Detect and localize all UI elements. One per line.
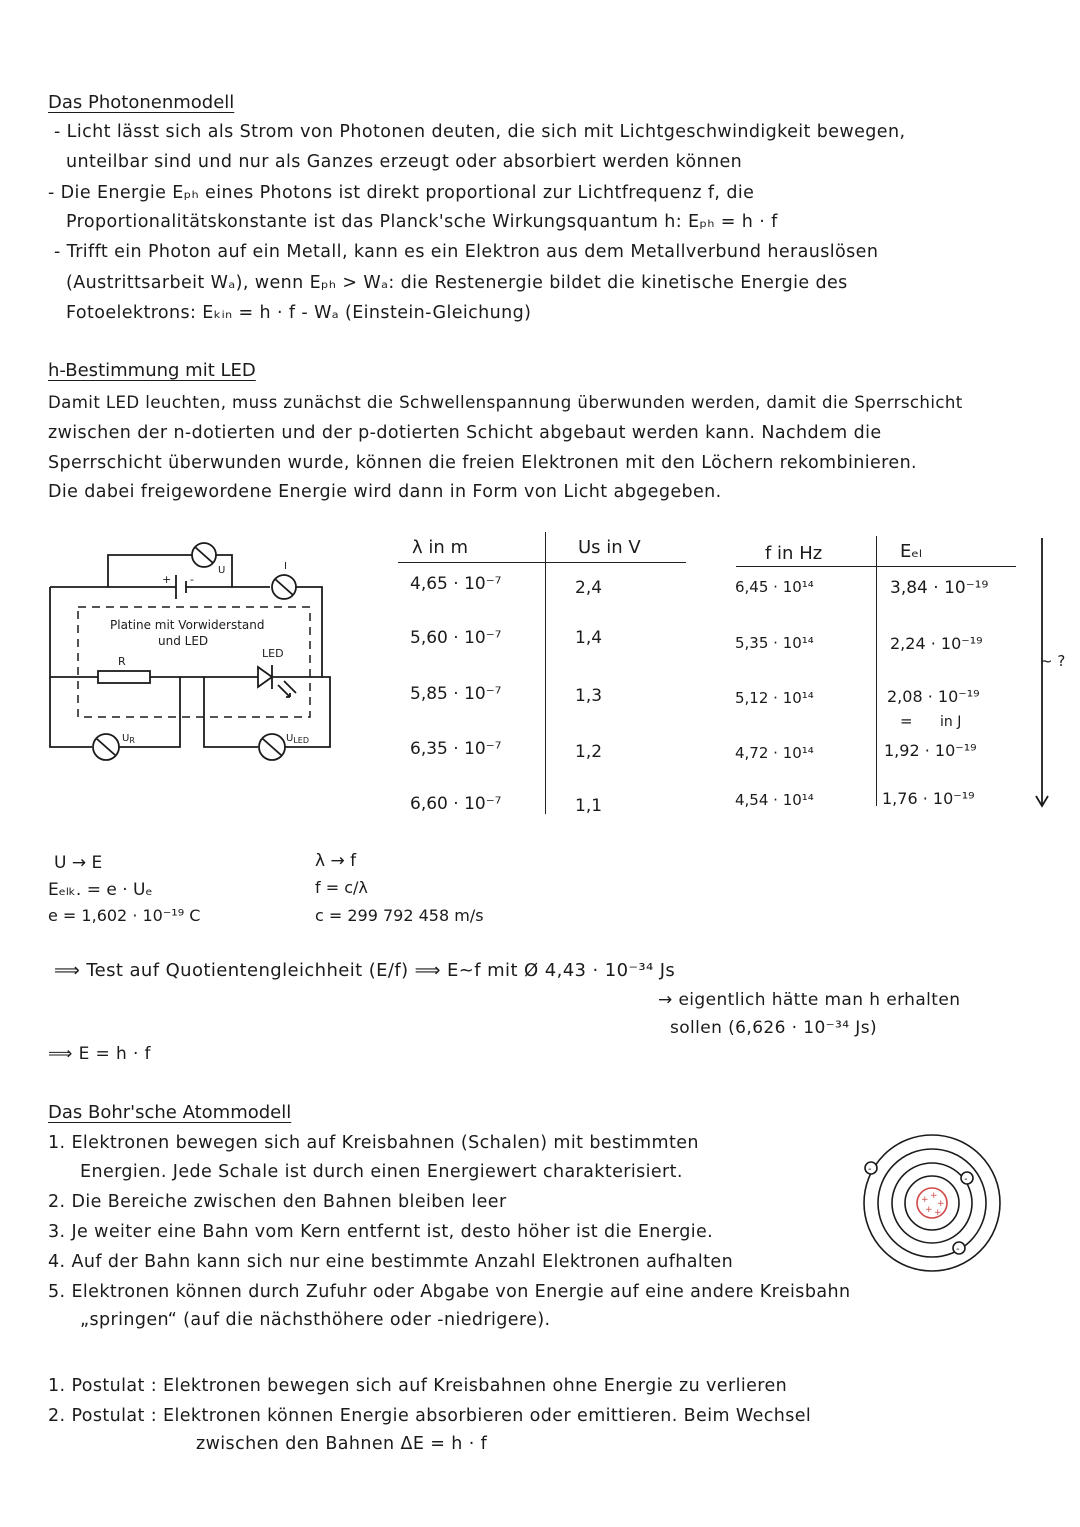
bohr-item-5: 5. Elektronen können durch Zufuhr oder Abgabe von Energie auf eine andere Kreisbahn bbox=[48, 1282, 851, 1302]
bohr-atom-diagram bbox=[857, 1128, 1007, 1278]
photon-line-2: unteilbar sind und nur als Ganzes erzeugt oder absorbiert werden können bbox=[66, 152, 743, 172]
photon-line-5: - Trifft ein Photon auf ein Metall, kann es ein Elektron aus dem Metallverbund herauslösen bbox=[54, 242, 879, 262]
table2-header-e: Eₑₗ bbox=[900, 541, 922, 562]
led-heading: h-Bestimmung mit LED bbox=[48, 360, 256, 381]
electron-icon bbox=[865, 1162, 877, 1175]
uled-label: $U_{LED}$ bbox=[286, 733, 309, 745]
led-line-3: Sperrschicht überwunden wurde, können die freien Elektronen mit den Löchern rekombinieren. bbox=[48, 453, 918, 473]
table1-header-lambda: λ in m bbox=[412, 537, 469, 558]
table-row: 3,84 · 10⁻¹⁹ bbox=[890, 578, 989, 598]
postulate-2-cont: zwischen den Bahnen ΔE = h · f bbox=[196, 1434, 488, 1454]
result-note-2: sollen (6,626 · 10⁻³⁴ Js) bbox=[670, 1018, 877, 1038]
table-row: 5,85 · 10⁻⁷ bbox=[410, 684, 502, 704]
table-row: 1,1 bbox=[575, 796, 603, 816]
svg-text:+: + bbox=[930, 1191, 938, 1201]
platine-label-2: und LED bbox=[158, 634, 209, 648]
photon-line-6: (Austrittsarbeit Wₐ), wenn Eₚₕ > Wₐ: die Restenergie bildet die kinetische Energie des bbox=[66, 273, 848, 293]
table-row: 5,60 · 10⁻⁷ bbox=[410, 628, 502, 648]
table-row: 2,08 · 10⁻¹⁹ bbox=[887, 687, 980, 706]
table-row: 1,3 bbox=[575, 686, 603, 706]
led-line-4: Die dabei freigewordene Energie wird dann in Form von Licht abgegeben. bbox=[48, 482, 722, 502]
unit-note: in J bbox=[940, 714, 962, 730]
table-row: 1,4 bbox=[575, 628, 603, 648]
result-test-line: ⟹ Test auf Quotientengleichheit (E/f) ⟹ E~f mit Ø 4,43 · 10⁻³⁴ Js bbox=[54, 960, 676, 981]
bohr-item-1-cont: Energien. Jede Schale ist durch einen Energiewert charakterisiert. bbox=[80, 1162, 683, 1182]
table-row: 6,60 · 10⁻⁷ bbox=[410, 794, 502, 814]
unit-equals: = bbox=[900, 712, 913, 730]
postulate-1: 1. Postulat : Elektronen bewegen sich auf Kreisbahnen ohne Energie zu verlieren bbox=[48, 1376, 788, 1396]
svg-text:+: + bbox=[925, 1205, 933, 1215]
table-row: 5,12 · 10¹⁴ bbox=[735, 689, 814, 707]
svg-text:+: + bbox=[934, 1208, 942, 1218]
table-row: 1,92 · 10⁻¹⁹ bbox=[884, 741, 977, 760]
led-line-2: zwischen der n-dotierten und der p-dotierten Schicht abgebaut werden kann. Nachdem die bbox=[48, 423, 882, 443]
svg-text:+: + bbox=[921, 1195, 929, 1205]
formula-e-el: Eₑₗₖ. = e · Uₑ bbox=[48, 880, 153, 900]
photon-line-4: Proportionalitätskonstante ist das Planck'sche Wirkungsquantum h: Eₚₕ = h · f bbox=[66, 212, 778, 232]
voltmeter-label: U bbox=[218, 565, 226, 576]
photon-line-1: - Licht lässt sich als Strom von Photonen deuten, die sich mit Lichtgeschwindigkeit bewegen, bbox=[54, 122, 906, 142]
led-label: LED bbox=[262, 647, 284, 660]
bohr-heading: Das Bohr'sche Atommodell bbox=[48, 1102, 292, 1123]
side-note: ~ ? bbox=[1040, 652, 1066, 670]
svg-text:-: - bbox=[956, 1244, 960, 1255]
ammeter-label: I bbox=[284, 561, 287, 572]
table-row: 5,35 · 10¹⁴ bbox=[735, 634, 814, 652]
led-line-1: Damit LED leuchten, muss zunächst die Schwellenspannung überwunden werden, damit die Sperrschicht bbox=[48, 393, 963, 412]
table-row: 6,45 · 10¹⁴ bbox=[735, 578, 814, 596]
bohr-item-1: 1. Elektronen bewegen sich auf Kreisbahnen (Schalen) mit bestimmten bbox=[48, 1133, 699, 1153]
svg-text:-: - bbox=[868, 1164, 872, 1175]
photon-heading: Das Photonenmodell bbox=[48, 92, 235, 113]
formula-f: f = c/λ bbox=[315, 878, 368, 897]
result-note-1: → eigentlich hätte man h erhalten bbox=[658, 990, 961, 1010]
table-row: 4,72 · 10¹⁴ bbox=[735, 744, 814, 762]
photon-line-3: - Die Energie Eₚₕ eines Photons ist direkt proportional zur Lichtfrequenz f, die bbox=[48, 183, 755, 203]
result-conclusion: ⟹ E = h · f bbox=[48, 1044, 151, 1064]
ur-label: $U_R$ bbox=[122, 733, 135, 745]
electron-icon bbox=[961, 1172, 973, 1185]
svg-text:+: + bbox=[937, 1199, 945, 1209]
resistor-icon bbox=[98, 671, 150, 683]
bohr-item-3: 3. Je weiter eine Bahn vom Kern entfernt ist, desto höher ist die Energie. bbox=[48, 1222, 714, 1242]
photon-line-7: Fotoelektrons: Eₖᵢₙ = h · f - Wₐ (Einstein-Gleichung) bbox=[66, 303, 532, 323]
table-row: 2,24 · 10⁻¹⁹ bbox=[890, 634, 983, 653]
svg-text:+: + bbox=[162, 573, 172, 586]
table-row: 1,2 bbox=[575, 742, 603, 762]
circuit-diagram bbox=[40, 525, 350, 765]
table1-header-us: Us in V bbox=[578, 537, 641, 558]
down-arrow-icon bbox=[1032, 536, 1052, 816]
postulate-2: 2. Postulat : Elektronen können Energie absorbieren oder emittieren. Beim Wechsel bbox=[48, 1406, 812, 1426]
table2-header-f: f in Hz bbox=[765, 543, 823, 564]
formula-u-to-e: U → E bbox=[54, 853, 103, 873]
svg-text:-: - bbox=[190, 573, 194, 586]
led-icon bbox=[258, 665, 272, 689]
platine-label-1: Platine mit Vorwiderstand bbox=[110, 618, 265, 632]
bohr-item-2: 2. Die Bereiche zwischen den Bahnen bleiben leer bbox=[48, 1192, 507, 1212]
resistor-label: R bbox=[118, 655, 126, 668]
battery-icon bbox=[176, 575, 186, 599]
electron-icon bbox=[953, 1242, 965, 1255]
table-row: 2,4 bbox=[575, 578, 603, 598]
table-row: 4,65 · 10⁻⁷ bbox=[410, 574, 502, 594]
table-row: 1,76 · 10⁻¹⁹ bbox=[882, 789, 975, 808]
formula-e-charge: e = 1,602 · 10⁻¹⁹ C bbox=[48, 906, 201, 925]
formula-c: c = 299 792 458 m/s bbox=[315, 906, 484, 925]
bohr-item-5-cont: „springen“ (auf die nächsthöhere oder -niedrigere). bbox=[80, 1310, 551, 1330]
table-row: 6,35 · 10⁻⁷ bbox=[410, 739, 502, 759]
svg-text:-: - bbox=[964, 1174, 968, 1185]
bohr-item-4: 4. Auf der Bahn kann sich nur eine bestimmte Anzahl Elektronen aufhalten bbox=[48, 1252, 734, 1272]
formula-lambda-to-f: λ → f bbox=[315, 851, 357, 871]
table-row: 4,54 · 10¹⁴ bbox=[735, 791, 814, 809]
